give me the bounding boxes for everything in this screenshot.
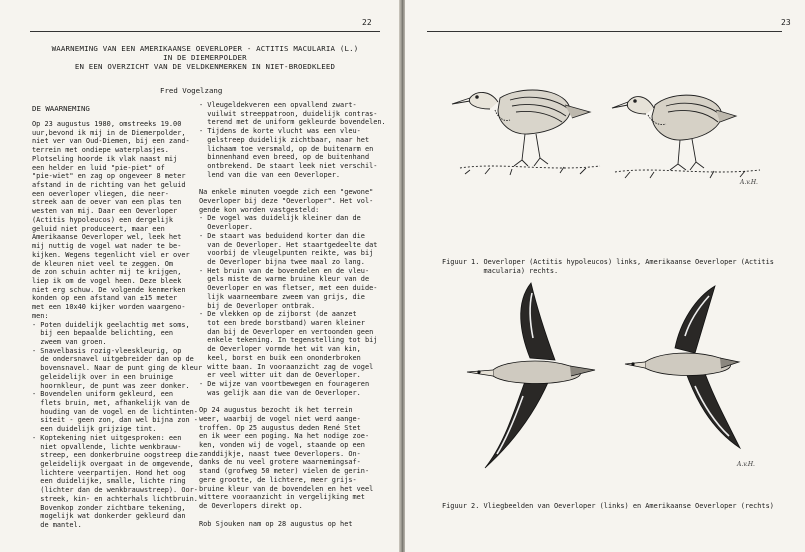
text-line: - Bovendelen uniform gekleurd, een: [32, 390, 174, 399]
page-22: [0, 0, 400, 552]
page-number: 23: [781, 18, 791, 27]
text-line: streek, kin- en achterhals lichtbruin.: [32, 494, 198, 503]
text-line: terend met de uniform gekleurde bovendelen.: [199, 118, 386, 127]
left-text-column: [32, 120, 202, 530]
text-line: konden op een afstand van ±15 meter: [32, 294, 178, 303]
text-line: - Tijdens de korte vlucht was een vleu-: [199, 127, 361, 136]
text-line: afstand in de richting van het geluid: [32, 181, 186, 190]
text-line: geleidelijk over in een bruinige: [32, 372, 174, 381]
text-line: voorbij de vleugelpunten reikte, was bij: [199, 249, 374, 258]
text-line: [199, 179, 386, 188]
text-line: lend van die van een Oeverloper.: [199, 170, 341, 179]
figure-2-caption: Figuur 2. Vliegbeelden van Oeverloper (links) en Amerikaanse Oeverloper (rechts): [442, 502, 774, 510]
page-number: 22: [362, 18, 372, 27]
text-line: enkele tekening. In tegenstelling tot bij: [199, 336, 378, 345]
svg-text:A.v.H.: A.v.H.: [737, 461, 755, 468]
author: Fred Vogelzang: [160, 86, 223, 95]
text-line: niet ver van Oud-Diemen, bij een zand-: [32, 137, 190, 146]
text-line: danks de nu veel grotere waarnemingsaf-: [199, 458, 361, 467]
text-line: Rob Sjouken nam op 28 augustus op het: [199, 519, 353, 528]
text-line: geluid niet produceert, maar een: [32, 224, 165, 233]
text-line: niet opvallende, lichte wenkbrauw-: [32, 442, 182, 451]
figure-2-flight-silhouettes: [445, 278, 775, 483]
text-line: wittere vooraanzicht in vergelijking met: [199, 493, 365, 502]
text-line: de kleuren niet veel te zeggen. Om: [32, 259, 174, 268]
text-line: Op 24 augustus bezocht ik het terrein: [199, 406, 353, 415]
text-line: ken, vonden wij de vogel, staande op een: [199, 441, 365, 450]
text-line: van de Oeverloper. Het staartgedeelte dat: [199, 240, 378, 249]
text-line: gende kon worden vastgesteld:: [199, 205, 320, 214]
text-line: zanddijkje, naast twee Oeverlopers. On-: [199, 449, 361, 458]
title-line: WAARNEMING VAN EEN AMERIKAANSE OEVERLOPER - ACTITIS MACULARIA (L.): [51, 44, 359, 53]
text-line: kijken. Wegens tegenlicht viel er over: [32, 250, 190, 259]
text-line: de Oeverloper vormde het wit van kin,: [199, 345, 361, 354]
spotted-sandpiper-drawing: [612, 95, 760, 178]
figure-1-standing-sandpipers: [440, 60, 770, 190]
text-line: stand (grofweg 50 meter) vielen de gerin-: [199, 467, 370, 476]
text-line: bruine kleur van de bovendelen en het veel: [199, 484, 374, 493]
common-sandpiper-flight-drawing: [467, 283, 595, 468]
text-line: een oeverloper vliegen, die neer-: [32, 189, 169, 198]
text-line: gels miste de warme bruine kleur van de: [199, 275, 370, 284]
text-line: keel, borst en buik een ononderbroken: [199, 353, 361, 362]
text-line: was gelijk aan die van de Oeverloper.: [199, 388, 361, 397]
text-line: Oeverloper.: [199, 223, 253, 232]
text-line: streep, een donkerbruine oogstreep die: [32, 451, 198, 460]
text-line: - De staart was beduidend korter dan die: [199, 231, 365, 240]
right-text-column: [199, 101, 386, 528]
text-line: een duidelijke, smalle, lichte ring: [32, 477, 186, 486]
text-line: - Vleugeldekveren een opvallend zwart-: [199, 101, 357, 109]
text-line: ontbrekend. De staart leek niet verschil-: [199, 162, 378, 171]
svg-text:A.v.H.: A.v.H.: [740, 179, 758, 186]
text-line: bovensnavel. Naar de punt ging de kleur: [32, 364, 203, 373]
text-line: er veel witter uit dan de Oeverloper.: [199, 371, 361, 380]
text-line: [199, 397, 386, 406]
text-line: de Oeverlopers direkt op.: [199, 502, 303, 511]
text-line: troffen. Op 25 augustus deden René Stet: [199, 423, 361, 432]
text-line: liep ik om de vogel heen. Deze bleek: [32, 276, 182, 285]
text-line: de Oeverloper bijna twee maal zo lang.: [199, 257, 365, 266]
text-line: westen van mij. Daar een Oeverloper: [32, 207, 178, 216]
text-line: binnenhand even breed, op de buitenhand: [199, 153, 370, 162]
common-sandpiper-drawing: [452, 90, 600, 175]
text-line: Oeverloper bij deze "Oeverloper". Het vol-: [199, 196, 374, 205]
header-rule: [30, 31, 380, 32]
text-line: Amerikaanse Oeverloper wel, leek het: [32, 233, 182, 242]
text-line: tot een brede borstband) waren kleiner: [199, 318, 365, 327]
text-line: dan bij de Oeverloper en vertoonden geen: [199, 327, 374, 336]
text-line: - Koptekening niet uitgesproken: een: [32, 433, 182, 442]
figure-1-caption: Figuur 1. Oeverloper (Actitis hypoleucos) links, Amerikaanse Oeverloper (Actitis macularia) rechts.: [442, 258, 774, 275]
text-line: Na enkele minuten voegde zich een "gewone": [199, 188, 374, 197]
spotted-sandpiper-flight-drawing: [625, 286, 740, 448]
text-line: men:: [32, 311, 49, 320]
text-line: terrein met ondiepe waterplasjes.: [32, 146, 169, 155]
title-line: IN DE DIEMERPOLDER: [163, 53, 247, 62]
text-line: (lichter dan de wenkbrauwstreep). Oor-: [32, 486, 198, 495]
text-line: lichaam toe versmald, op de buitenarm en: [199, 144, 374, 153]
text-line: Plotseling hoorde ik vlak naast mij: [32, 154, 178, 163]
text-line: - De wijze van voortbewegen en fourageren: [199, 380, 370, 388]
text-line: hoornkleur, de punt was zeer donker.: [32, 381, 190, 390]
text-line: Bovenkop zonder zichtbare tekening,: [32, 503, 186, 512]
text-line: weer, waarbij de vogel niet werd aange-: [199, 414, 361, 423]
text-line: houding van de vogel en de lichtinten-: [32, 407, 198, 416]
text-line: een helder en luid "pie-piet" of: [32, 163, 165, 172]
text-line: mogelijk wat donkerder gekleurd dan: [32, 512, 186, 521]
text-line: (Actitis hypoleucos) een dergelijk: [32, 215, 174, 224]
header-rule: [427, 31, 782, 32]
text-line: met een 10x40 kijker worden waargeno-: [32, 303, 186, 312]
text-line: en ik weer een poging. Na het nodige zoe-: [199, 432, 370, 441]
text-line: [199, 511, 386, 520]
text-line: Op 23 augustus 1980, omstreeks 19.00: [32, 120, 182, 128]
text-line: flets bruin, met, afhankelijk van de: [32, 399, 190, 407]
text-line: de mantel.: [32, 521, 82, 530]
section-heading: DE WAARNEMING: [32, 104, 90, 113]
text-line: de ondersnavel uitgebreider dan op de: [32, 355, 194, 364]
text-line: bij de Oeverloper ontbrak.: [199, 301, 316, 310]
text-line: zweem van groen.: [32, 337, 107, 346]
text-line: gelstreep duidelijk zichtbaar, naar het: [199, 135, 370, 144]
text-line: - Het bruin van de bovendelen en de vleu-: [199, 266, 370, 275]
text-line: - De vlekken op de zijborst (de aanzet: [199, 310, 357, 319]
text-line: vuilwit streeppatroon, duidelijk contras-: [199, 109, 378, 118]
text-line: Oeverloper en was fletser, met een duide-: [199, 284, 378, 293]
text-line: geleidelijk overgaat in de omgevende,: [32, 460, 194, 469]
text-line: bij een bepaalde belichting, een: [32, 329, 174, 338]
text-line: lichtere veerpartijen. Hond het oog: [32, 468, 186, 477]
article-title: [20, 44, 390, 71]
text-line: streek aan de oever van een plas ten: [32, 198, 182, 207]
text-line: de zon schuin achter mij te krijgen,: [32, 268, 182, 277]
text-line: "pie-wiet" en zag op ongeveer 8 meter: [32, 172, 186, 181]
text-line: mij nuttig de vogel wat nader te be-: [32, 242, 182, 251]
text-line: een duidelijk grijzige tint.: [32, 425, 157, 434]
text-line: - De vogel was duidelijk kleiner dan de: [199, 214, 361, 223]
title-line: EN EEN OVERZICHT VAN DE VELDKENMERKEN IN NIET-BROEDKLEED: [74, 62, 336, 71]
text-line: gere grootte, de lichtere, meer grijs-: [199, 475, 357, 484]
text-line: lijk waarneembare zweem van grijs, die: [199, 292, 365, 301]
text-line: niet erg schuw. De volgende kenmerken: [32, 285, 186, 294]
text-line: witte baan. In vooraanzicht zag de vogel: [199, 362, 374, 371]
page-23: [405, 0, 805, 552]
text-line: uur,bevond ik mij in de Diemerpolder,: [32, 128, 186, 137]
text-line: siteit - geen zon, dan wel bijna zon -: [32, 416, 198, 425]
text-line: - Poten duidelijk geelachtig met soms,: [32, 320, 190, 329]
text-line: - Snavelbasis rozig-vleeskleurig, op: [32, 346, 182, 355]
